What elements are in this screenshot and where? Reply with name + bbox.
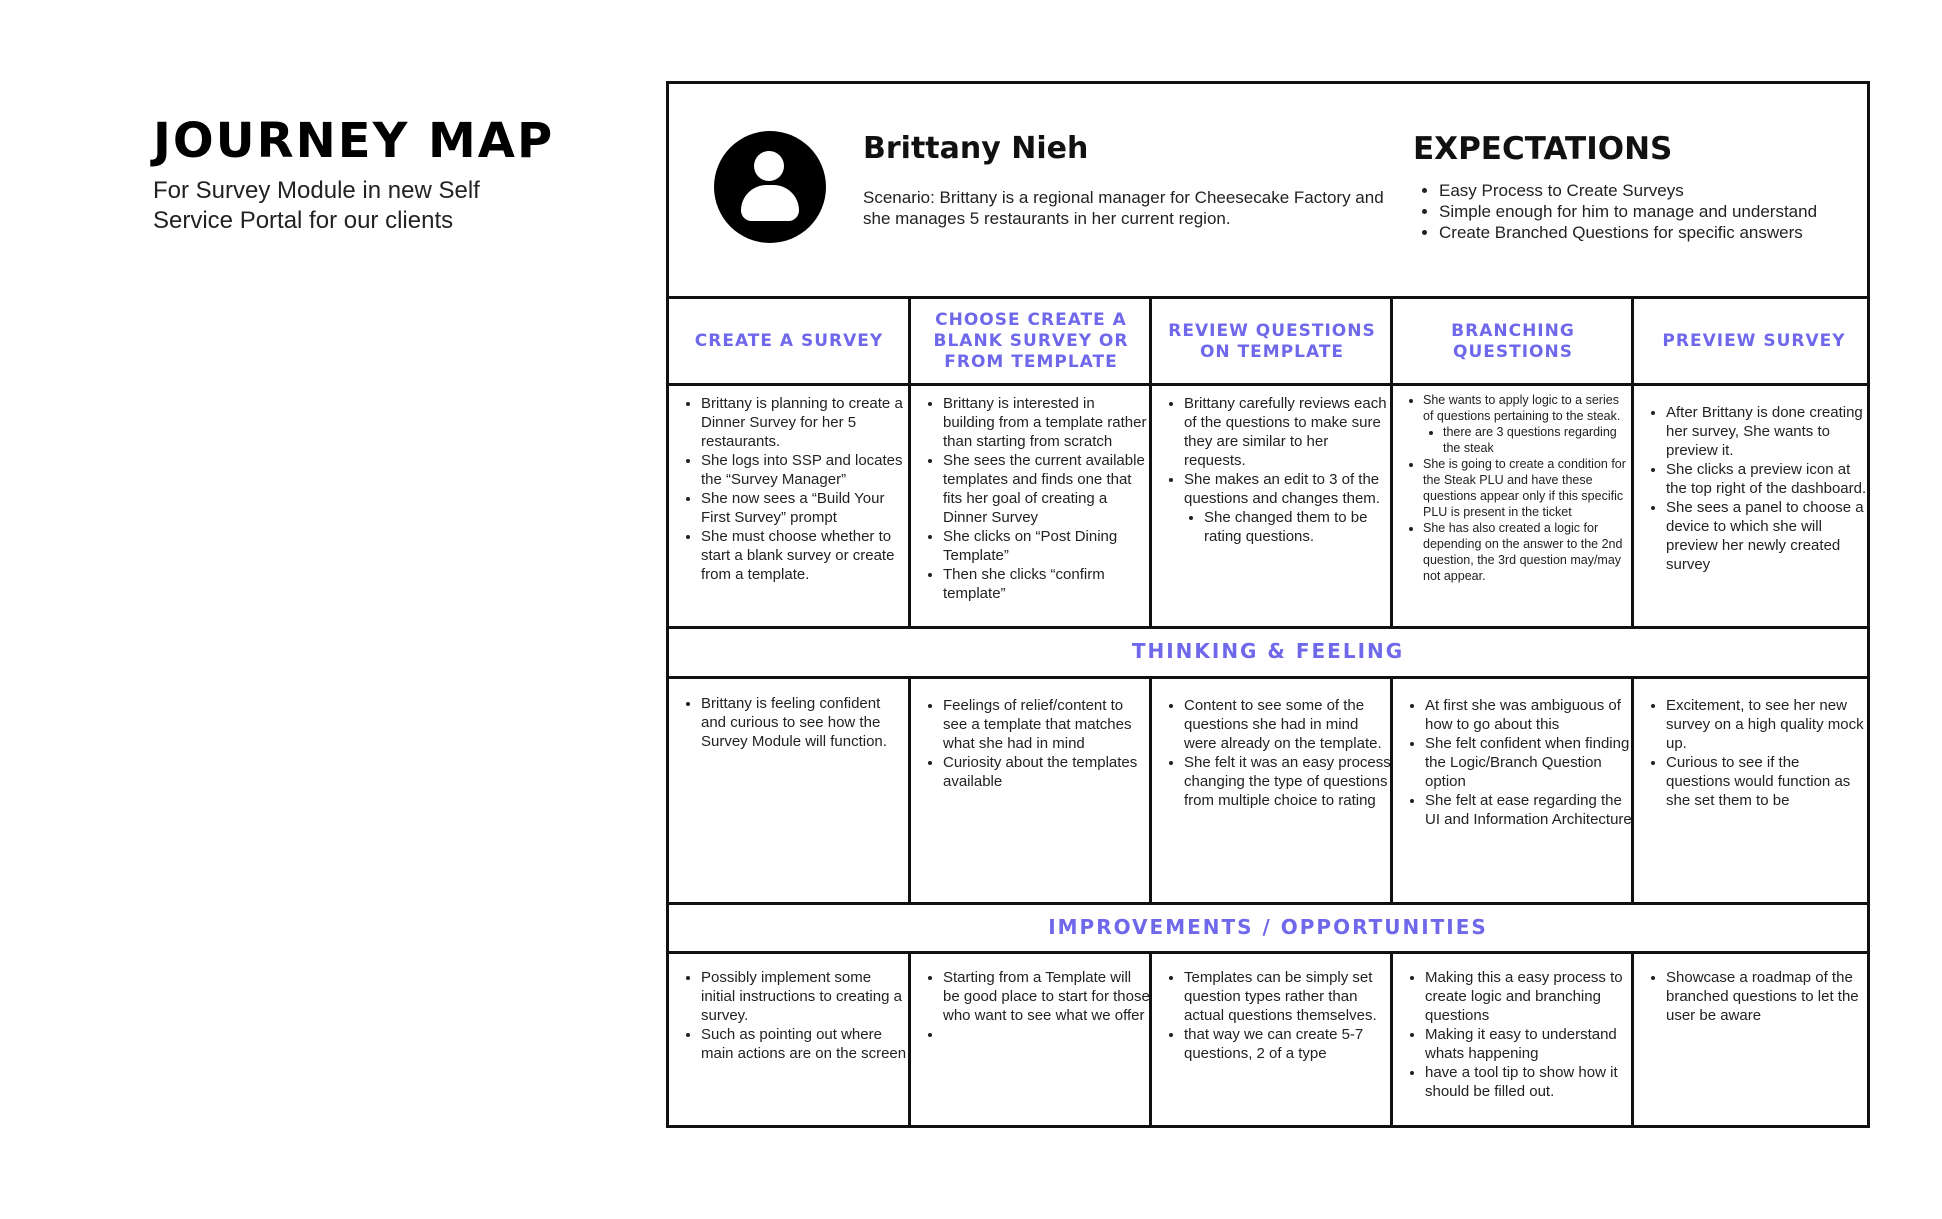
list-item: • She felt it was an easy process changing the type of questions from multiple choice to rating	[1184, 753, 1391, 810]
list-item: • Brittany is feeling confident and curious to see how the Survey Module will function.	[701, 694, 908, 751]
list-item: • Brittany carefully reviews each of the questions to make sure they are similar to her requests.	[1184, 394, 1391, 470]
divider	[669, 676, 1867, 679]
list-item: • She is going to create a condition for the Steak PLU and have these questions appear only if this specific PLU is present in the ticket	[1423, 456, 1632, 520]
expectation-item: • Simple enough for him to manage and understand	[1439, 201, 1879, 222]
divider	[669, 626, 1867, 629]
list-item: • Such as pointing out where main actions are on the screen	[701, 1025, 908, 1063]
page-title: JOURNEY MAP	[153, 113, 555, 169]
list-item: • At first she was ambiguous of how to go about this	[1425, 696, 1632, 734]
divider	[669, 902, 1867, 905]
list-item: • She clicks on “Post Dining Template”	[943, 527, 1150, 565]
list-item: • She makes an edit to 3 of the questions and changes them.	[1184, 470, 1391, 508]
expectation-item: • Easy Process to Create Surveys	[1439, 180, 1879, 201]
action-cell	[1393, 392, 1632, 584]
page-subtitle: For Survey Module in new Self Service Portal for our clients	[153, 177, 480, 234]
list-item: • She sees the current available templates and finds one that fits her goal of creating a Dinner Survey	[943, 451, 1150, 527]
thinking-cell	[1152, 696, 1391, 810]
list-item: • Templates can be simply set question types rather than actual questions themselves.	[1184, 968, 1391, 1025]
expectations-list	[1422, 180, 1879, 243]
user-icon	[714, 131, 826, 243]
action-cell	[911, 394, 1150, 603]
persona-name: Brittany Nieh	[863, 131, 1089, 166]
title-block	[153, 112, 623, 236]
thinking-cell	[1634, 696, 1867, 810]
list-item: • Feelings of relief/content to see a template that matches what she had in mind	[943, 696, 1150, 753]
stage-header: REVIEW QUESTIONS ON TEMPLATE	[1168, 320, 1376, 362]
improvement-cell	[1634, 968, 1867, 1025]
expectation-item: • Create Branched Questions for specific answers	[1439, 222, 1879, 243]
list-item: • Brittany is interested in building from a template rather than starting from scratch	[943, 394, 1150, 451]
list-item: • After Brittany is done creating her survey, She wants to preview it.	[1666, 403, 1867, 460]
list-item: • She felt confident when finding the Logic/Branch Question option	[1425, 734, 1632, 791]
list-item: • She felt at ease regarding the UI and Information Architecture	[1425, 791, 1632, 829]
list-item: • Content to see some of the questions she had in mind were already on the template.	[1184, 696, 1391, 753]
list-item: • She sees a panel to choose a device to which she will preview her newly created survey	[1666, 498, 1867, 574]
list-item: • She changed them to be rating questions.	[1204, 508, 1391, 546]
list-item: • Curiosity about the templates available	[943, 753, 1150, 791]
stage-header: BRANCHING QUESTIONS	[1451, 320, 1575, 362]
stage-header: CHOOSE CREATE A BLANK SURVEY OR FROM TEMPLATE	[933, 310, 1129, 372]
thinking-feeling-title: THINKING & FEELING	[1131, 639, 1405, 663]
list-item: • She has also created a logic for depending on the answer to the 2nd question, the 3rd question may/may not appear.	[1423, 520, 1632, 584]
list-item	[943, 1025, 1150, 1044]
list-item: • She wants to apply logic to a series of questions pertaining to the steak.	[1423, 392, 1632, 424]
improvement-cell	[1152, 968, 1391, 1063]
stage-header: CREATE A SURVEY	[694, 331, 884, 351]
list-item: • Possibly implement some initial instructions to creating a survey.	[701, 968, 908, 1025]
journey-map	[666, 81, 1870, 1128]
list-item: • Making it easy to understand whats happening	[1425, 1025, 1632, 1063]
list-item: • She clicks a preview icon at the top right of the dashboard.	[1666, 460, 1867, 498]
stage-header: PREVIEW SURVEY	[1662, 331, 1846, 351]
thinking-cell	[669, 694, 908, 751]
improvements-title: IMPROVEMENTS / OPPORTUNITIES	[1048, 915, 1488, 939]
list-item: • that way we can create 5-7 questions, 2 of a type	[1184, 1025, 1391, 1063]
improvement-cell	[1393, 968, 1632, 1101]
list-item: • Showcase a roadmap of the branched questions to let the user be aware	[1666, 968, 1867, 1025]
list-item: • have a tool tip to show how it should be filled out.	[1425, 1063, 1632, 1101]
list-item: • She now sees a “Build Your First Survey” prompt	[701, 489, 908, 527]
list-item: • Excitement, to see her new survey on a high quality mock up.	[1666, 696, 1867, 753]
improvement-cell	[911, 968, 1150, 1044]
list-item: • Making this a easy process to create logic and branching questions	[1425, 968, 1632, 1025]
avatar-shoulders	[741, 185, 799, 221]
persona-section	[669, 84, 1867, 296]
list-item: • Brittany is planning to create a Dinner Survey for her 5 restaurants.	[701, 394, 908, 451]
thinking-cell	[911, 696, 1150, 791]
list-item: • Then she clicks “confirm template”	[943, 565, 1150, 603]
list-item: • Curious to see if the questions would function as she set them to be	[1666, 753, 1867, 810]
divider	[669, 951, 1867, 954]
list-item: • She must choose whether to start a blank survey or create from a template.	[701, 527, 908, 584]
expectations-title: EXPECTATIONS	[1413, 131, 1673, 167]
action-cell	[669, 394, 908, 584]
thinking-cell	[1393, 696, 1632, 829]
persona-scenario: Scenario: Brittany is a regional manager for Cheesecake Factory and she manages 5 restaurants in her current region.	[863, 188, 1384, 228]
list-item: • there are 3 questions regarding the steak	[1443, 424, 1632, 456]
action-cell	[1152, 394, 1391, 546]
list-item: • She logs into SSP and locates the “Survey Manager”	[701, 451, 908, 489]
improvement-cell	[669, 968, 908, 1063]
avatar-head	[754, 151, 784, 181]
list-item: • Starting from a Template will be good place to start for those who want to see what we offer	[943, 968, 1150, 1025]
action-cell	[1634, 403, 1867, 574]
